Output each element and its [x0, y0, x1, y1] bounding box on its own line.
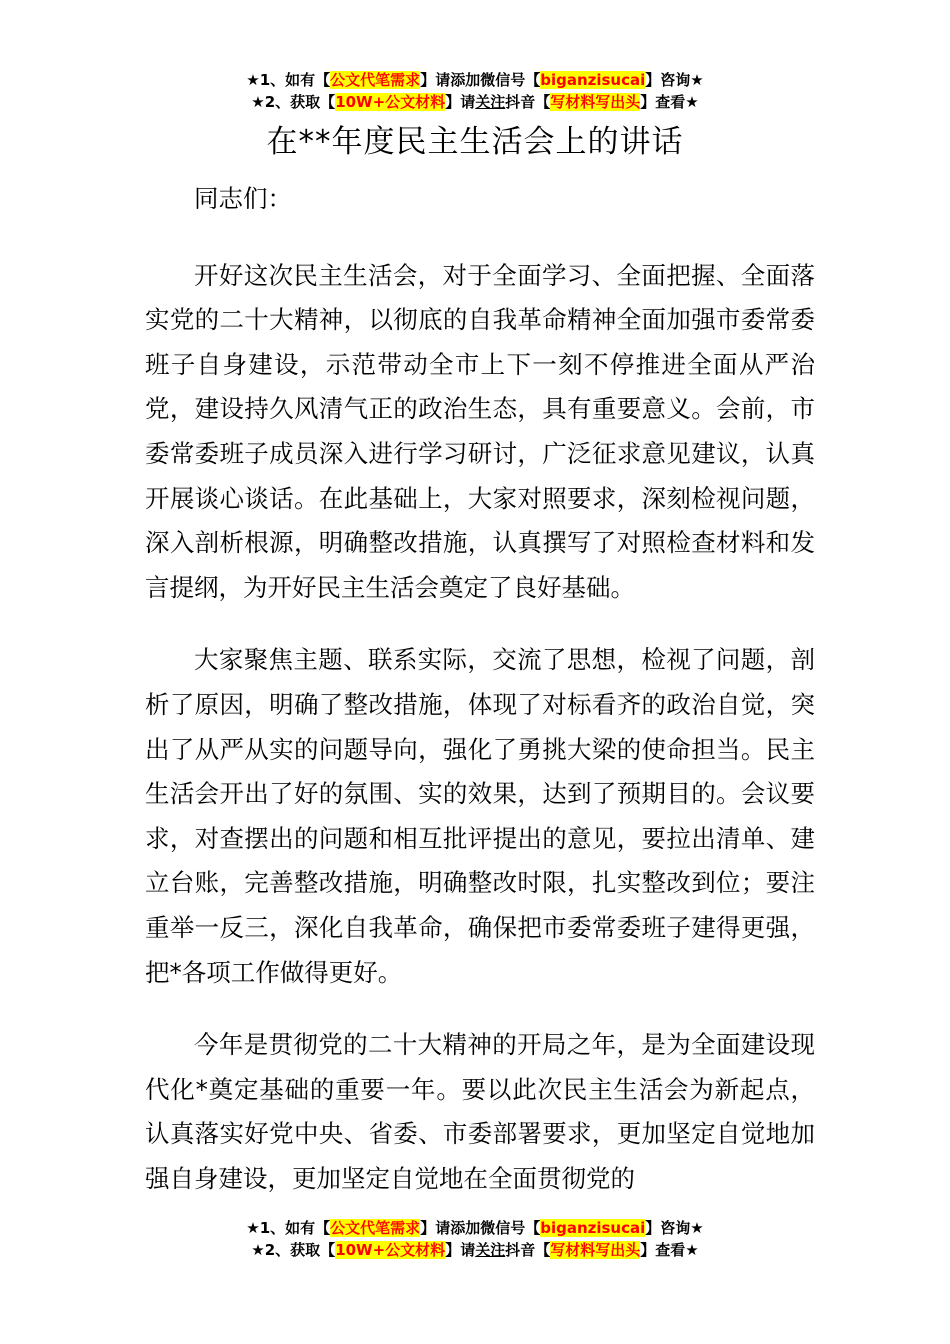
paragraph-3: 今年是贯彻党的二十大精神的开局之年，是为全面建设现代化*奠定基础的重要一年。要以此次民主生活会为新起点，认真落实好党中央、省委、市委部署要求，更加坚定自觉地加强自身建设，更加坚定自觉地在全面贯彻党的 [145, 1030, 815, 1193]
paragraph-1: 开好这次民主生活会，对于全面学习、全面把握、全面落实党的二十大精神，以彻底的自我革命精神全面加强市委常委班子自身建设，示范带动全市上下一刻不停推进全面从严治党，建设持久风清气正的政治生态，具有重要意义。会前，市委常委班子成员深入进行学习研讨，广泛征求意见建议，认真开展谈心谈话。在此基础上，大家对照要求，深刻检视问题，深入剖析根源，明确整改措施，认真撰写了对照检查材料和发言提纲，为开好民主生活会奠定了良好基础。 [145, 260, 815, 602]
greeting: 同志们： [194, 184, 292, 213]
footer-banner [0, 1217, 950, 1261]
paragraph-2: 大家聚焦主题、联系实际，交流了思想，检视了问题，剖析了原因，明确了整改措施，体现了对标看齐的政治自觉，突出了从严从实的问题导向，强化了勇挑大梁的使命担当。民主生活会开出了好的氛围、实的效果，达到了预期目的。会议要求，对查摆出的问题和相互批评提出的意见，要拉出清单、建立台账，完善整改措施，明确整改时限，扎实整改到位；要注重举一反三，深化自我革命，确保把市委常委班子建得更强，把*各项工作做得更好。 [145, 645, 815, 987]
banner-line-2 [0, 91, 950, 113]
footer-line2-suffix: 】查看★ [640, 1241, 699, 1259]
banner-line2-mid-b: 抖音【 [505, 93, 551, 111]
banner-line2-mid-a: 】请 [445, 93, 476, 111]
banner-line-1 [0, 69, 950, 91]
banner-line1-highlight-service: 公文代笔需求 [330, 71, 421, 89]
document-title: 在**年度民主生活会上的讲话 [266, 124, 684, 160]
banner-line2-highlight-materials: 10W+公文材料 [335, 93, 446, 111]
banner-line2-highlight-douyin: 写材料写出头 [550, 93, 641, 111]
banner-line1-suffix: 】咨询★ [645, 71, 704, 89]
footer-line2-follow: 关注 [475, 1241, 506, 1259]
footer-line2-highlight-douyin: 写材料写出头 [550, 1241, 641, 1259]
document-body [145, 177, 815, 1229]
footer-line2-mid-a: 】请 [445, 1241, 476, 1259]
footer-line1-mid: 】请添加微信号【 [420, 1219, 541, 1237]
footer-line-1 [0, 1217, 950, 1239]
banner-line1-prefix: ★1、如有【 [246, 71, 331, 89]
footer-line-2 [0, 1239, 950, 1261]
banner-line2-prefix: ★2、获取【 [251, 93, 336, 111]
footer-line1-highlight-service: 公文代笔需求 [330, 1219, 421, 1237]
banner-line1-mid: 】请添加微信号【 [420, 71, 541, 89]
footer-line1-highlight-wechat: biganzisucai [540, 1219, 646, 1237]
banner-line1-highlight-wechat: biganzisucai [540, 71, 646, 89]
footer-line2-prefix: ★2、获取【 [251, 1241, 336, 1259]
banner-line2-follow: 关注 [475, 93, 506, 111]
header-banner [0, 69, 950, 113]
banner-line2-suffix: 】查看★ [640, 93, 699, 111]
footer-line1-prefix: ★1、如有【 [246, 1219, 331, 1237]
footer-line1-suffix: 】咨询★ [645, 1219, 704, 1237]
footer-line2-mid-b: 抖音【 [505, 1241, 551, 1259]
footer-line2-highlight-materials: 10W+公文材料 [335, 1241, 446, 1259]
